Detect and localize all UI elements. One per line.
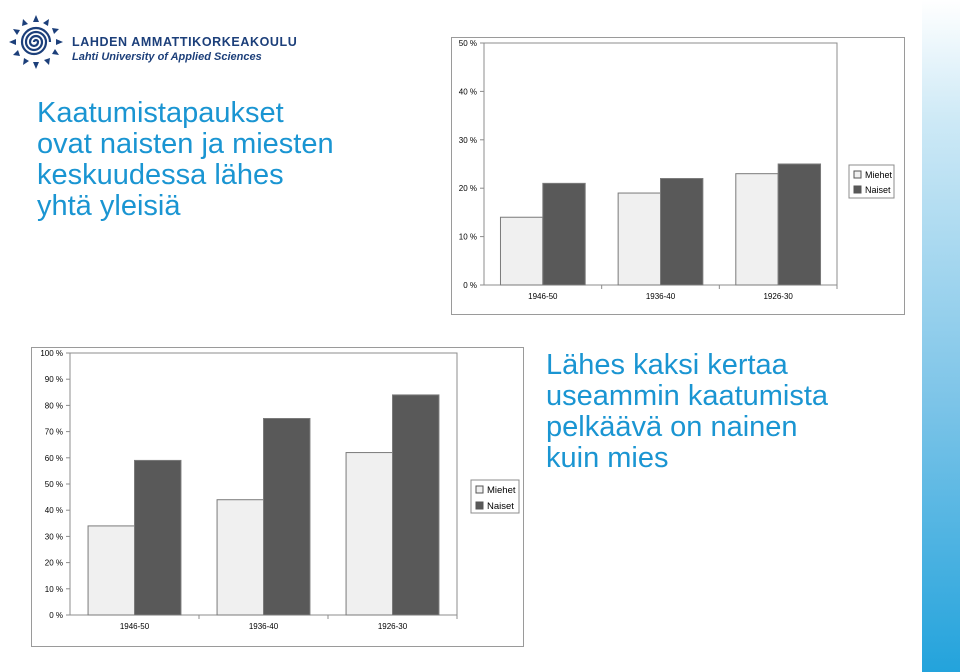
chart2-bar-naiset xyxy=(264,419,310,616)
chart2-y-tick-label: 30 % xyxy=(44,532,63,542)
chart2-x-tick-label: 1946-50 xyxy=(119,622,150,631)
chart-fear-of-falling xyxy=(31,347,524,647)
chart1-legend-label-miehet: Miehet xyxy=(865,170,893,180)
chart2-y-tick-label: 40 % xyxy=(44,506,63,516)
chart2-x-tick-label: 1926-30 xyxy=(377,622,408,631)
chart-fear-of-falling-svg xyxy=(32,348,523,646)
logo xyxy=(8,14,298,74)
logo-name: LAHDEN AMMATTIKORKEAKOULU xyxy=(72,35,298,49)
chart2-bar-miehet xyxy=(217,500,263,615)
chart1-x-tick-label: 1926-30 xyxy=(763,292,793,301)
heading-top-line-3: keskuudessa lähes xyxy=(37,159,284,191)
chart2-y-tick-label: 90 % xyxy=(44,375,63,385)
chart-fall-incidence-svg xyxy=(452,38,904,314)
heading-bottom-line-3: pelkäävä on nainen xyxy=(546,411,798,443)
chart-fall-incidence xyxy=(451,37,905,315)
decorative-edge-bar xyxy=(922,0,960,672)
chart2-bar-miehet xyxy=(88,526,134,615)
chart1-y-tick-label: 50 % xyxy=(458,39,477,48)
chart2-y-tick-label: 50 % xyxy=(44,480,63,489)
chart2-bar-miehet xyxy=(346,453,392,615)
heading-bottom-line-2: useammin kaatumista xyxy=(546,380,829,412)
chart1-y-tick-label: 0 % xyxy=(463,281,477,290)
chart1-bar-miehet xyxy=(618,193,660,285)
chart1-y-tick-label: 10 % xyxy=(458,232,477,242)
chart1-bar-naiset xyxy=(778,164,820,285)
chart2-y-tick-label: 20 % xyxy=(44,558,63,568)
chart1-bar-miehet xyxy=(736,174,778,285)
heading-top-line-1: Kaatumistapaukset xyxy=(37,97,284,129)
chart1-x-tick-label: 1946-50 xyxy=(528,292,558,301)
chart1-legend-swatch-miehet xyxy=(854,171,861,178)
chart2-y-tick-label: 70 % xyxy=(44,427,63,437)
chart1-y-tick-label: 20 % xyxy=(458,184,477,194)
chart1-x-tick-label: 1936-40 xyxy=(645,292,676,301)
chart2-y-tick-label: 0 % xyxy=(49,611,63,620)
chart1-legend-label-naiset: Naiset xyxy=(865,185,891,195)
chart2-legend-swatch-miehet xyxy=(476,486,483,493)
chart2-y-tick-label: 10 % xyxy=(44,584,63,594)
chart1-bar-naiset xyxy=(543,183,585,285)
heading-top-line-2: ovat naisten ja miesten xyxy=(37,128,334,160)
heading-bottom-line-1: Lähes kaksi kertaa xyxy=(546,349,788,381)
logo-subtitle: Lahti University of Applied Sciences xyxy=(72,51,262,63)
chart2-y-tick-label: 100 % xyxy=(40,349,63,358)
chart2-y-tick-label: 80 % xyxy=(44,401,63,411)
chart1-bar-miehet xyxy=(500,217,542,285)
chart1-y-tick-label: 30 % xyxy=(458,135,477,145)
chart2-bar-naiset xyxy=(393,395,439,615)
chart1-legend-swatch-naiset xyxy=(854,186,861,193)
chart2-legend-label-naiset: Naiset xyxy=(487,501,514,512)
chart2-legend-swatch-naiset xyxy=(476,502,483,509)
chart2-bar-naiset xyxy=(135,460,181,615)
spiral-logo-icon xyxy=(8,14,64,70)
heading-top-line-4: yhtä yleisiä xyxy=(37,190,181,222)
chart2-y-tick-label: 60 % xyxy=(44,453,63,463)
heading-bottom-line-4: kuin mies xyxy=(546,442,669,474)
chart1-y-tick-label: 40 % xyxy=(458,87,477,97)
chart2-legend-label-miehet: Miehet xyxy=(487,485,516,496)
chart2-x-tick-label: 1936-40 xyxy=(248,622,279,631)
heading-top xyxy=(37,98,437,222)
heading-bottom xyxy=(546,350,916,474)
chart1-bar-naiset xyxy=(661,179,703,285)
